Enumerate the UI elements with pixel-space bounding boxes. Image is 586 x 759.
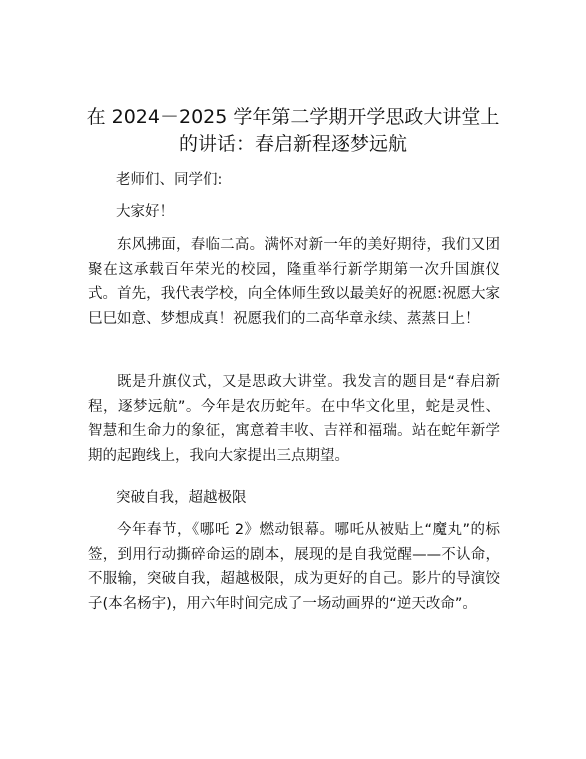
paragraph-nezha: 今年春节，《哪吒 2》燃动银幕。哪吒从被贴上“魔丸”的标签，到用行动撕碎命运的剧本，展现的是自我觉醒——不认命，不服输，突破自我，超越极限，成为更好的自己。影片的导演饺子(本名杨宇)，用六年时间完成了一场动画界的“逆天改命”。 <box>88 522 500 612</box>
section-heading: 突破自我，超越极限 <box>116 490 247 506</box>
page-title <box>60 104 526 158</box>
paragraph-topic: 既是升旗仪式，又是思政大讲堂。我发言的题目是“春启新程，逐梦远航”。今年是农历蛇年。在中华文化里，蛇是灵性、智慧和生命力的象征，寓意着丰收、吉祥和福瑞。站在蛇年新学期的起跑线上，我向大家提出三点期望。 <box>88 374 500 464</box>
title-line-2: 的讲话：春启新程逐梦远航 <box>178 133 407 155</box>
salutation: 老师们、同学们: <box>116 172 223 188</box>
title-line-1: 在 2024－2025 学年第二学期开学思政大讲堂上 <box>86 106 500 128</box>
paragraph-opening: 东风拂面，春临二高。满怀对新一年的美好期待，我们又团聚在这承载百年荣光的校园，隆重举行新学期第一次升国旗仪式。首先，我代表学校，向全体师生致以最美好的祝愿:祝愿大家巳巳如意、梦想成真！祝愿我们的二高华章永续、蒸蒸日上！ <box>88 237 500 327</box>
greeting: 大家好！ <box>116 204 174 220</box>
